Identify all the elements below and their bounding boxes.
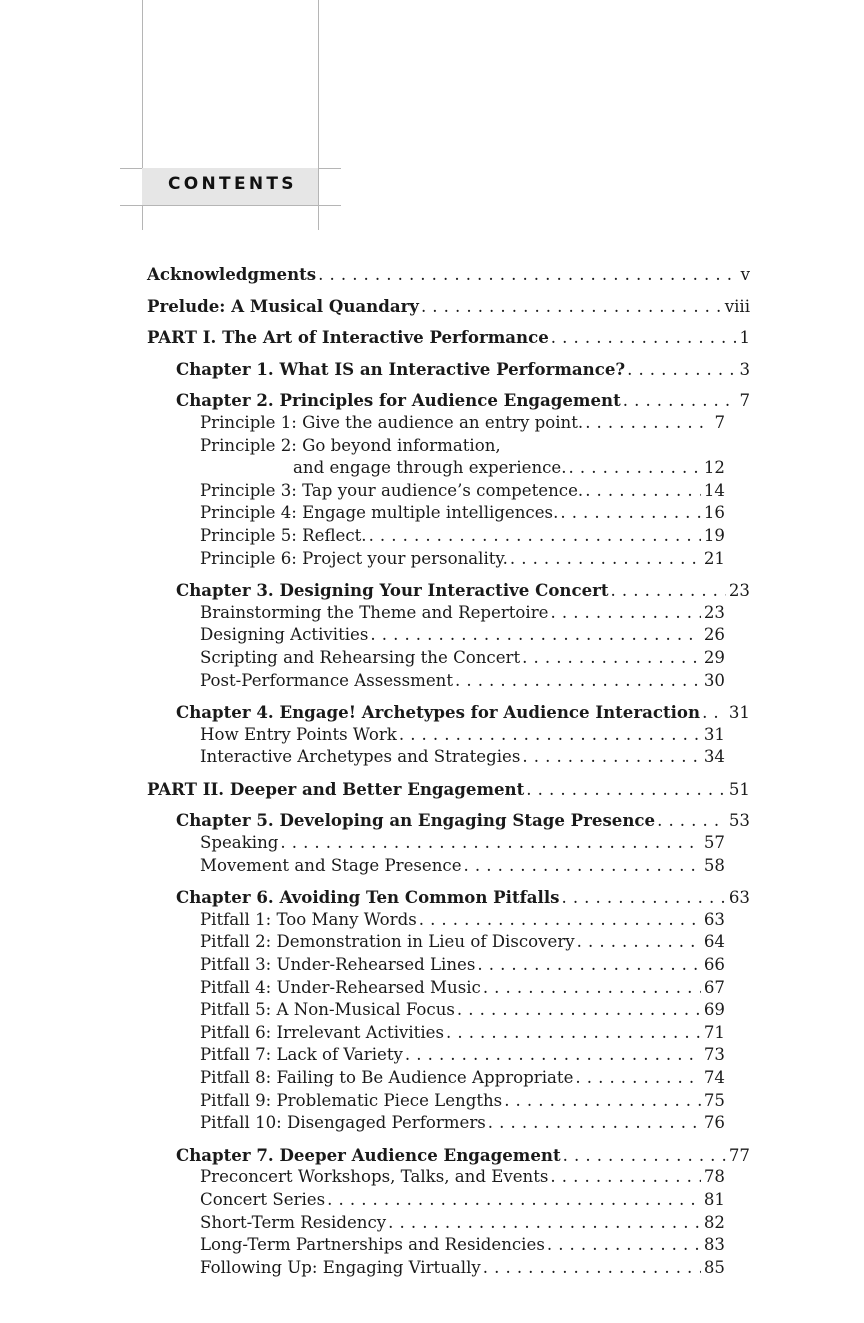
frame-vertical-right: [318, 0, 319, 230]
toc-entry-principle-5[interactable]: Principle 5: Reflect. . . . 19: [147, 525, 750, 548]
frame-horizontal-bottom: [120, 205, 341, 206]
toc-entry-prelude[interactable]: Prelude: A Musical Quandary . . . viii: [147, 295, 750, 318]
toc-entry-pitfall-7[interactable]: Pitfall 7: Lack of Variety . . . 73: [147, 1044, 750, 1067]
toc-entry-pitfall-4[interactable]: Pitfall 4: Under-Rehearsed Music . . . 67: [147, 977, 750, 1000]
toc-entry-chapter-4[interactable]: Chapter 4. Engage! Archetypes for Audience Interaction . . . 31: [147, 701, 750, 724]
toc-entry-preconcert[interactable]: Preconcert Workshops, Talks, and Events . . . 78: [147, 1166, 750, 1189]
toc-entry-chapter-7[interactable]: Chapter 7. Deeper Audience Engagement . . . 77: [147, 1144, 750, 1167]
toc-entry-principle-2-line-1[interactable]: Principle 2: Go beyond information,: [200, 435, 501, 455]
contents-heading: CONTENTS: [168, 174, 297, 194]
toc-entry-archetypes[interactable]: Interactive Archetypes and Strategies . . . 34: [147, 746, 750, 769]
table-of-contents: [147, 263, 750, 1279]
toc-entry-designing-activities[interactable]: Designing Activities . . . 26: [147, 624, 750, 647]
toc-entry-chapter-6[interactable]: Chapter 6. Avoiding Ten Common Pitfalls . . . 63: [147, 886, 750, 909]
toc-entry-long-term-partnerships[interactable]: Long-Term Partnerships and Residencies . . . 83: [147, 1234, 750, 1257]
toc-entry-chapter-3[interactable]: Chapter 3. Designing Your Interactive Concert . . . 23: [147, 579, 750, 602]
toc-entry-chapter-2[interactable]: Chapter 2. Principles for Audience Engagement . . . 7: [147, 389, 750, 412]
toc-entry-pitfall-2[interactable]: Pitfall 2: Demonstration in Lieu of Discovery . . . 64: [147, 931, 750, 954]
toc-entry-pitfall-1[interactable]: Pitfall 1: Too Many Words . . . 63: [147, 909, 750, 932]
toc-entry-pitfall-5[interactable]: Pitfall 5: A Non-Musical Focus . . . 69: [147, 999, 750, 1022]
toc-entry-assessment[interactable]: Post-Performance Assessment . . . 30: [147, 670, 750, 693]
toc-entry-chapter-5[interactable]: Chapter 5. Developing an Engaging Stage Presence . . . 53: [147, 809, 750, 832]
toc-entry-pitfall-9[interactable]: Pitfall 9: Problematic Piece Lengths . . . 75: [147, 1090, 750, 1113]
toc-entry-principle-1[interactable]: Principle 1: Give the audience an entry point. . . . 7: [147, 412, 750, 435]
toc-entry-pitfall-6[interactable]: Pitfall 6: Irrelevant Activities . . . 71: [147, 1022, 750, 1045]
toc-entry-scripting[interactable]: Scripting and Rehearsing the Concert . . . 29: [147, 647, 750, 670]
toc-entry-concert-series[interactable]: Concert Series . . . 81: [147, 1189, 750, 1212]
toc-entry-brainstorming[interactable]: Brainstorming the Theme and Repertoire . . . 23: [147, 602, 750, 625]
toc-entry-principle-6[interactable]: Principle 6: Project your personality. . . . 21: [147, 548, 750, 571]
toc-entry-short-term-residency[interactable]: Short-Term Residency . . . 82: [147, 1212, 750, 1235]
toc-entry-following-up[interactable]: Following Up: Engaging Virtually . . . 85: [147, 1257, 750, 1280]
toc-entry-principle-2-line-2[interactable]: and engage through experience. . . . 12: [147, 457, 750, 480]
toc-entry-entry-points[interactable]: How Entry Points Work . . . 31: [147, 724, 750, 747]
toc-entry-movement[interactable]: Movement and Stage Presence . . . 58: [147, 855, 750, 878]
toc-entry-principle-3[interactable]: Principle 3: Tap your audience’s competence. . . . 14: [147, 480, 750, 503]
toc-entry-part-1[interactable]: PART I. The Art of Interactive Performance . . . 1: [147, 326, 750, 349]
toc-entry-speaking[interactable]: Speaking . . . 57: [147, 832, 750, 855]
toc-entry-pitfall-8[interactable]: Pitfall 8: Failing to Be Audience Appropriate . . . 74: [147, 1067, 750, 1090]
toc-entry-chapter-1[interactable]: Chapter 1. What IS an Interactive Performance? . . . 3: [147, 358, 750, 381]
toc-entry-part-2[interactable]: PART II. Deeper and Better Engagement . . . 51: [147, 778, 750, 801]
toc-entry-pitfall-3[interactable]: Pitfall 3: Under-Rehearsed Lines . . . 66: [147, 954, 750, 977]
toc-entry-principle-4[interactable]: Principle 4: Engage multiple intelligences. . . . 16: [147, 502, 750, 525]
toc-entry-pitfall-10[interactable]: Pitfall 10: Disengaged Performers . . . 76: [147, 1112, 750, 1135]
toc-entry-acknowledgments[interactable]: Acknowledgments . . . v: [147, 263, 750, 286]
